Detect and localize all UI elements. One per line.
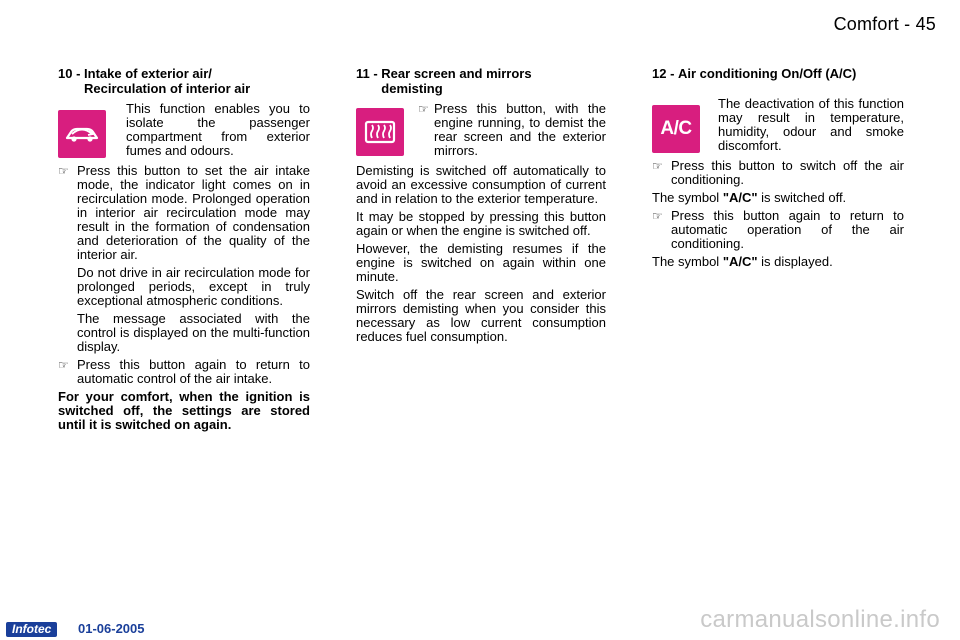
- pointing-hand-icon: ☞: [58, 358, 69, 372]
- air-recirculation-icon: [58, 110, 106, 158]
- section-heading: Air conditioning On/Off (A/C): [678, 66, 857, 81]
- instruction-text: Press this button to set the air intake mode, the indicator light comes on in recirculation mode. Prolonged operation in interior air recirculation mode may result in the formation of condensation and deterioration of the quality of the interior air.: [77, 163, 310, 262]
- pointing-hand-icon: ☞: [418, 102, 429, 116]
- symbol-value: "A/C": [722, 190, 758, 205]
- instruction-item: [652, 159, 904, 187]
- footer-date: 01-06-2005: [78, 621, 145, 636]
- pointing-hand-icon: ☞: [652, 209, 663, 223]
- instruction-item: [58, 164, 310, 262]
- section-heading: Intake of exterior air/ Recirculation of interior air: [84, 66, 251, 96]
- section-number: 11 -: [356, 66, 382, 81]
- section-heading: Rear screen and mirrors demisting: [381, 66, 532, 96]
- symbol-prefix: The symbol: [652, 190, 723, 205]
- instruction-text: Press this button to switch off the air conditioning.: [671, 158, 904, 187]
- symbol-status: [652, 255, 904, 269]
- paragraph: The message associated with the control is displayed on the multi-function display.: [77, 311, 310, 354]
- rear-demist-icon: [356, 108, 404, 156]
- section-title: [58, 66, 310, 96]
- instruction-text: Press this button, with the engine running, to demist the rear screen and the exterior mirrors.: [434, 101, 606, 158]
- paragraph: Demisting is switched off automatically to avoid an excessive consumption of current and in relation to the exterior temperature.: [356, 163, 606, 206]
- instruction-item: [652, 209, 904, 251]
- section-rear-demisting: [356, 66, 606, 348]
- section-intro: The deactivation of this function may result in temperature, humidity, odour and smoke discomfort.: [718, 96, 904, 153]
- page-title: Comfort - 45: [833, 14, 936, 34]
- section-air-conditioning: [652, 66, 904, 273]
- watermark: carmanualsonline.info: [700, 606, 940, 633]
- ac-icon: [652, 105, 700, 153]
- paragraph: Switch off the rear screen and exterior mirrors demisting when you consider this necessary as low current consumption reduces fuel consumption.: [356, 287, 606, 344]
- pointing-hand-icon: ☞: [58, 164, 69, 178]
- paragraph: It may be stopped by pressing this button again or when the engine is switched off.: [356, 209, 606, 238]
- paragraph: However, the demisting resumes if the engine is switched on again within one minute.: [356, 241, 606, 284]
- section-intro: This function enables you to isolate the passenger compartment from exterior fumes and odours.: [126, 101, 310, 158]
- paragraph: Do not drive in air recirculation mode for prolonged periods, except in truly exceptional atmospheric conditions.: [77, 265, 310, 308]
- ac-icon-label: A/C: [660, 118, 692, 139]
- symbol-value: "A/C": [722, 254, 758, 269]
- infotec-logo: Infotec: [6, 622, 57, 637]
- symbol-prefix: The symbol: [652, 254, 723, 269]
- instruction-text: Press this button again to return to automatic operation of the air conditioning.: [671, 208, 904, 251]
- pointing-hand-icon: ☞: [652, 159, 663, 173]
- symbol-status: [652, 191, 904, 205]
- section-title: [652, 66, 904, 81]
- section-number: 10 -: [58, 66, 85, 81]
- section-air-intake: [58, 66, 310, 436]
- comfort-note: For your comfort, when the ignition is switched off, the settings are stored until it is switched on again.: [58, 389, 310, 432]
- section-title: [356, 66, 606, 96]
- section-number: 12 -: [652, 66, 679, 81]
- instruction-item: [58, 358, 310, 386]
- symbol-suffix: is displayed.: [757, 254, 833, 269]
- symbol-suffix: is switched off.: [757, 190, 847, 205]
- instruction-text: Press this button again to return to automatic control of the air intake.: [77, 357, 310, 386]
